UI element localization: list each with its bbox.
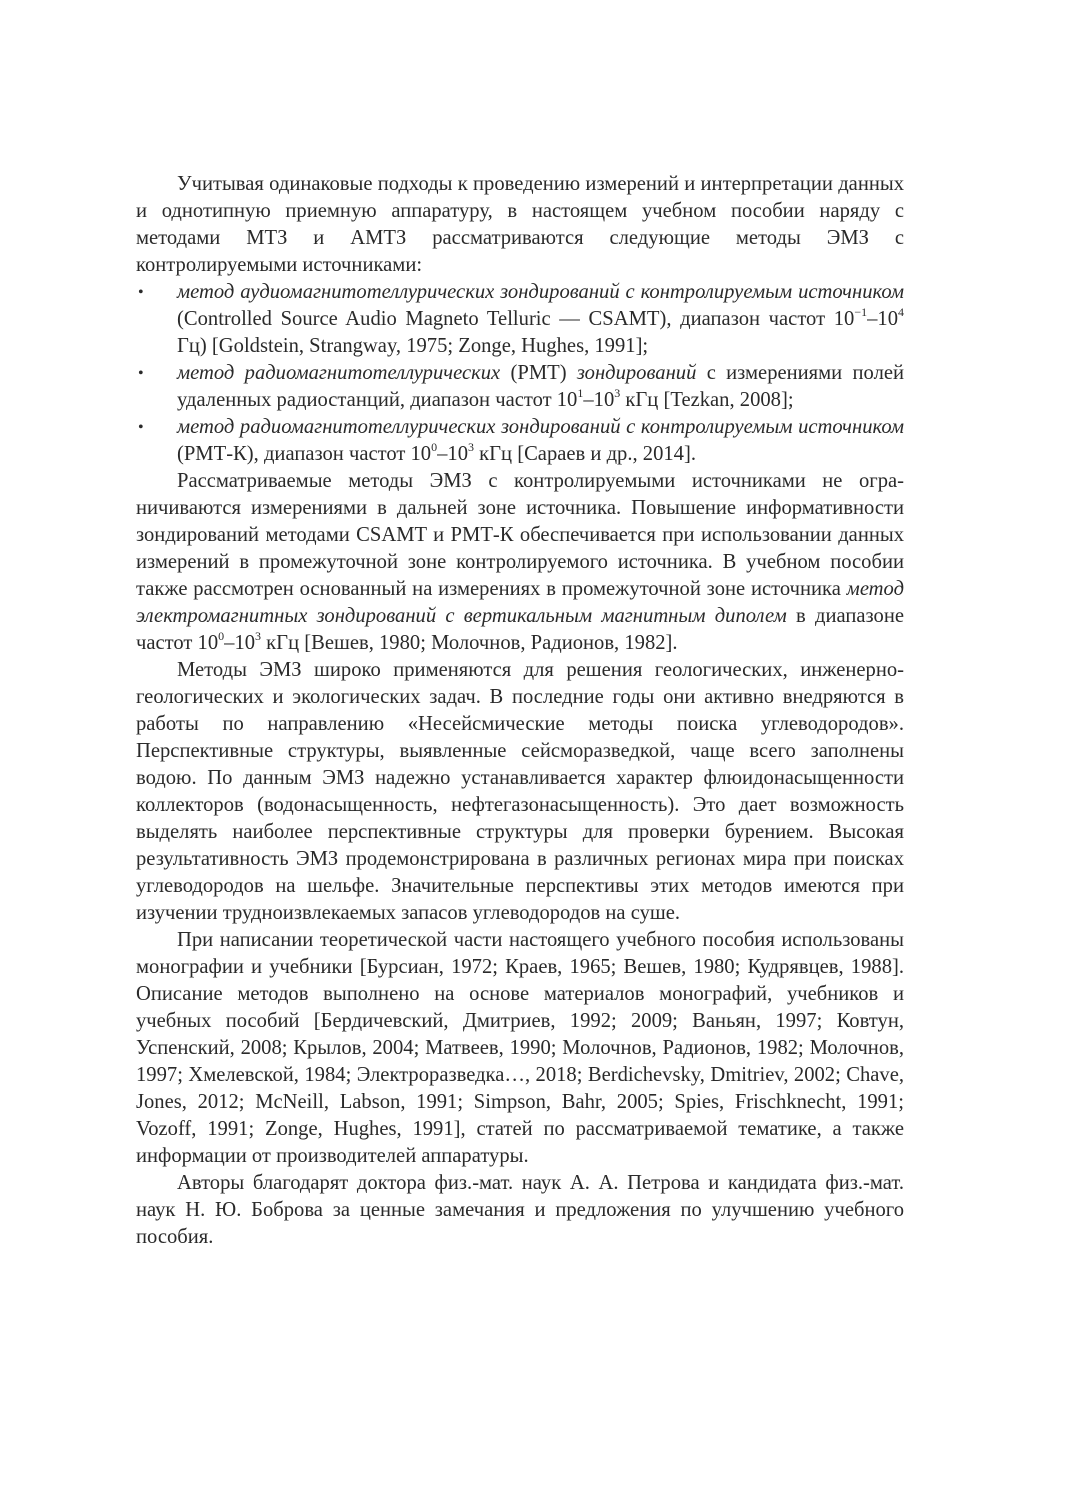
document-page [136, 171, 904, 1251]
method-name: метод аудиомагнитотеллурических зондирований с контролируемым источником [177, 281, 904, 303]
exponent: 3 [255, 629, 262, 644]
list-item [136, 279, 904, 360]
list-item [136, 414, 904, 468]
method-name: зондирований [576, 362, 697, 384]
method-name: метод радиомагнитотеллурических зондирований с контролируемым источником [177, 416, 904, 438]
method-name: метод радиомагнитотеллурических [177, 362, 501, 384]
exponent: 3 [467, 440, 474, 455]
bullet-icon: • [138, 419, 144, 436]
list-text: кГц [Сараев и др., 2014]. [473, 443, 696, 465]
paragraph-intro: Учитывая одинаковые подходы к проведению измерений и интерпретации данных и однотипную приемную аппаратуру, в настоящем учебном пособии наряду с методами МТЗ и АМТЗ рассматриваются следующие методы ЭМЗ с контролируемыми источниками: [136, 173, 904, 276]
paragraph-text: кГц [Вешев, 1980; Молочнов, Радионов, 1982]. [261, 632, 678, 654]
paragraph-text: в диапазоне частот 10 [136, 605, 904, 654]
list-text: с измерениями полей удаленных радиостанций, диапазон частот 10 [177, 362, 905, 411]
list-text: –10 [583, 389, 615, 411]
list-text: Гц) [Goldstein, Strangway, 1975; Zonge, Hughes, 1991]; [177, 335, 649, 357]
paragraph-sources [136, 468, 904, 657]
exponent: 3 [614, 386, 621, 401]
list-text: (РМТ) [500, 362, 577, 384]
exponent: −1 [854, 305, 868, 320]
list-text: (РМТ-К), диапазон частот 10 [177, 443, 432, 465]
list-text: кГц [Tezkan, 2008]; [620, 389, 794, 411]
paragraph-text: Рассматриваемые методы ЭМЗ с контролируемыми источниками не ограничиваются измерениями в дальней зоне источника. Повышение информативности зондирований методами CSAMT и РМТ-К обеспечивается при использовании данных измерений в промежуточной зоне контролируемого источника. В учебном пособии также рассмотрен основанный на измерениях в промежуточной зоне источника [136, 470, 904, 600]
paragraph-applications: Методы ЭМЗ широко применяются для решения геологических, инженерно-геологических и экологических задач. В последние годы они активно внедряются в работы по направлению «Несейсмические методы поиска углеводородов». Перспективные структуры, выявленные сейсморазведкой, чаще всего заполнены водою. По данным ЭМЗ надежно устанавливается характер флюидонасыщенности коллекторов (водонасыщенность, нефтегазонасыщенность). Это дает возможность выделять наиболее перспективные структуры для проверки бурением. Высокая результативность ЭМЗ продемонстрирована в различных регионах мира при поисках углеводородов на шельфе. Значительные перспективы этих методов имеются при изучении трудноизвлекаемых запасов углеводородов на суше. [136, 659, 904, 924]
methods-list [136, 279, 904, 468]
list-text: –10 [437, 443, 468, 465]
exponent: 4 [898, 305, 904, 320]
exponent: 0 [218, 629, 225, 644]
exponent: 0 [431, 440, 438, 455]
paragraph-acknowledgements: Авторы благодарят доктора физ.-мат. наук А. А. Петрова и кандидата физ.-мат. наук Н. Ю. Боброва за ценные замечания и предложения по улучшению учебного пособия. [136, 1172, 904, 1248]
exponent: 1 [577, 386, 584, 401]
list-item [136, 360, 904, 414]
paragraph-text: –10 [224, 632, 256, 654]
bullet-icon: • [138, 365, 144, 382]
paragraph-references: При написании теоретической части настоящего учебного пособия использованы монографии и учебники [Бурсиан, 1972; Краев, 1965; Вешев, 1980; Кудрявцев, 1988]. Описание методов выполнено на основе материалов монографий, учебников и учебных пособий [Бердичевский, Дмитриев, 1992; 2009; Ваньян, 1997; Ковтун, Успенский, 2008; Крылов, 2004; Матвеев, 1990; Молочнов, Радионов, 1982; Молочнов, 1997; Хмелевской, 1984; Электроразведка…, 2018; Berdichevsky, Dmitriev, 2002; Chave, Jones, 2012; McNeill, Labson, 1991; Simpson, Bahr, 2005; Spies, Frischknecht, 1991; Vozoff, 1991; Zonge, Hughes, 1991], статей по рассматриваемой тематике, а также информации от производителей аппаратуры. [136, 929, 904, 1167]
bullet-icon: • [138, 284, 144, 301]
list-text: (Controlled Source Audio Magneto Telluric — CSAMT), диапазон частот 10 [177, 308, 855, 330]
list-text: –10 [867, 308, 898, 330]
method-name: метод электромагнитных зондирований с вертикальным магнитным диполем [136, 578, 904, 627]
